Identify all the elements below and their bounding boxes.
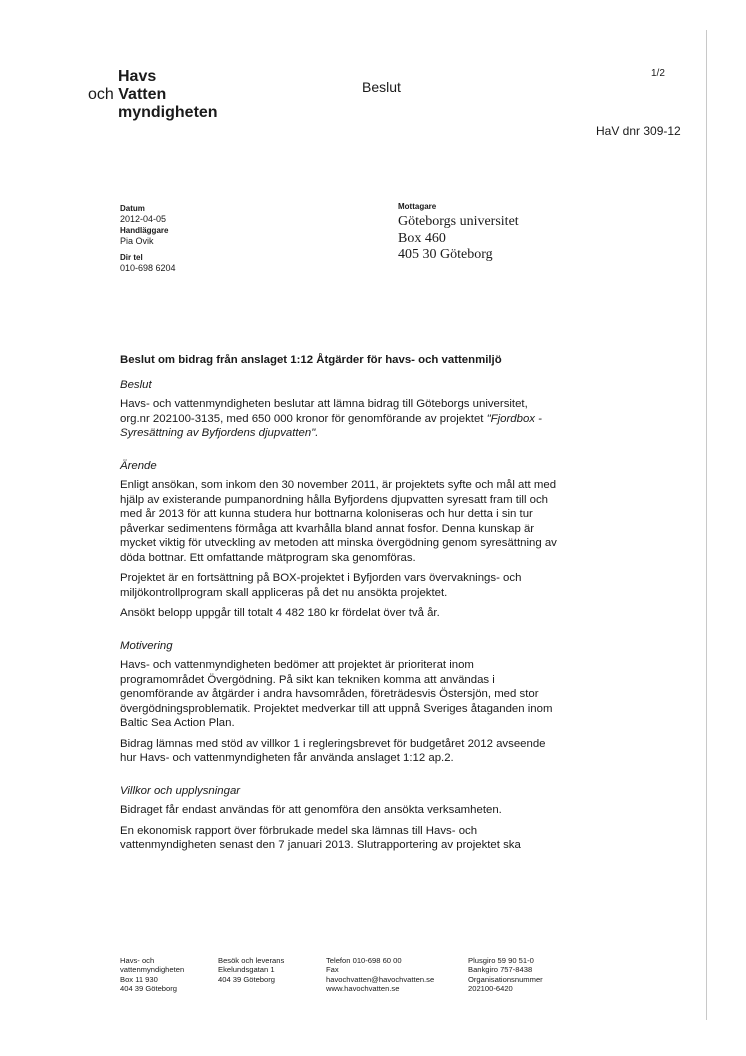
footer-line: 404 39 Göteborg [120, 984, 177, 994]
recipient-line: 405 30 Göteborg [398, 247, 493, 262]
footer-line: 202100-6420 [468, 984, 513, 994]
section-heading: Motivering [120, 639, 173, 652]
footer-line: Besök och leverans [218, 956, 285, 965]
diary-number: HaV dnr 309-12 [596, 124, 681, 138]
section-villkor [120, 784, 560, 853]
section-heading: Beslut [120, 378, 152, 391]
document-body [120, 353, 560, 871]
footer-address [120, 956, 184, 994]
document-meta [120, 203, 176, 274]
footer-contact [326, 956, 434, 994]
page-number: 1/2 [651, 68, 665, 79]
footer-line: Ekelundsgatan 1 [218, 965, 275, 975]
recipient-block [398, 202, 519, 264]
paragraph: Havs- och vattenmyndigheten bedömer att projektet är prioriterat inom programområdet Övergödning. På sikt kan tekniken komma att användas i genomförande av åtgärder i andra havsområden, företrädesvis Östersjön, med stor övergödningsproblematik. Projektet medverkar till att uppnå Sveriges åtaganden inom Baltic Sea Action Plan. [120, 659, 553, 729]
footer-line: Havs- och [120, 956, 155, 965]
handlaggare-value: Pia Ovik [120, 236, 154, 246]
footer-visit [218, 956, 284, 984]
beslut-text: Havs- och vattenmyndigheten beslutar att lämna bidrag till Göteborgs universitet, org.nr 202100-3135, med 650 000 kronor för genomförande av projektet [120, 398, 528, 425]
agency-logo [88, 68, 218, 122]
section-arende [120, 459, 560, 621]
section-heading: Villkor och upplysningar [120, 784, 241, 797]
section-heading: Ärende [120, 459, 157, 472]
paragraph: Projektet är en fortsättning på BOX-projektet i Byfjorden vars övervaknings- och miljökontrollprogram skall appliceras på det nu ansökta projektet. [120, 572, 522, 599]
footer-line: Organisationsnummer [468, 974, 543, 984]
logo-line-myndigheten: myndigheten [118, 104, 218, 121]
footer-line: Telefon 010-698 60 00 [326, 956, 402, 965]
logo-vatten: Vatten [118, 86, 167, 103]
footer-line: Plusgiro 59 90 51-0 [468, 956, 534, 965]
paragraph: Enligt ansökan, som inkom den 30 november 2011, är projektets syfte och mål att med hjälp av existerande pumpanordning hålla Byfjordens djupvatten syresatt fram till och med år 2013 för att kunna studera hur bottnarna koloniseras och hur detta i sin tur påverkar sedimentens förmåga att kvarhålla bland annat fosfor. Denna kunskap är mycket viktig för utveckling av metoden att minska övergödning genom syresättning av döda bottnar. Ett omfattande mätprogram ska genomföras. [120, 479, 557, 564]
footer-line: vattenmyndigheten [120, 965, 185, 975]
footer-line: www.havochvatten.se [326, 984, 400, 994]
paragraph [120, 397, 560, 441]
document-title: Beslut om bidrag från anslaget 1:12 Åtgärder för havs- och vattenmiljö [120, 354, 502, 366]
paragraph: Ansökt belopp uppgår till totalt 4 482 180 kr fördelat över två år. [120, 607, 440, 619]
footer-line: 404 39 Göteborg [218, 974, 275, 984]
dirtel-label: Dir tel [120, 253, 143, 262]
project-name: "Fjordbox - Syresättning av Byfjordens djupvatten". [120, 412, 542, 439]
scan-edge-line [706, 30, 707, 1020]
section-motivering [120, 639, 560, 766]
recipient-line: Box 460 [398, 230, 446, 246]
logo-och: och [88, 86, 114, 103]
paragraph: Bidraget får endast användas för att genomföra den ansökta verksamheten. [120, 804, 502, 816]
datum-value: 2012-04-05 [120, 214, 167, 224]
logo-line-och-vatten [88, 86, 218, 104]
footer-line: Fax [326, 965, 339, 975]
section-beslut [120, 378, 560, 441]
document-type: Beslut [362, 79, 401, 95]
datum-label: Datum [120, 204, 145, 213]
paragraph: Bidrag lämnas med stöd av villkor 1 i regleringsbrevet för budgetåret 2012 avseende hur Havs- och vattenmyndigheten får använda anslaget 1:12 ap.2. [120, 737, 546, 764]
handlaggare-label: Handläggare [120, 226, 169, 235]
footer-line: Bankgiro 757-8438 [468, 965, 533, 975]
footer-line: Box 11 930 [120, 974, 158, 984]
footer-payment [468, 956, 543, 994]
footer-line: havochvatten@havochvatten.se [326, 974, 435, 984]
paragraph: En ekonomisk rapport över förbrukade medel ska lämnas till Havs- och vattenmyndigheten senast den 7 januari 2013. Slutrapportering av projektet ska [120, 824, 521, 851]
dirtel-value: 010-698 6204 [120, 263, 176, 273]
recipient-label: Mottagare [398, 202, 437, 211]
recipient-line: Göteborgs universitet [398, 214, 519, 229]
logo-line-havs: Havs [118, 68, 157, 85]
